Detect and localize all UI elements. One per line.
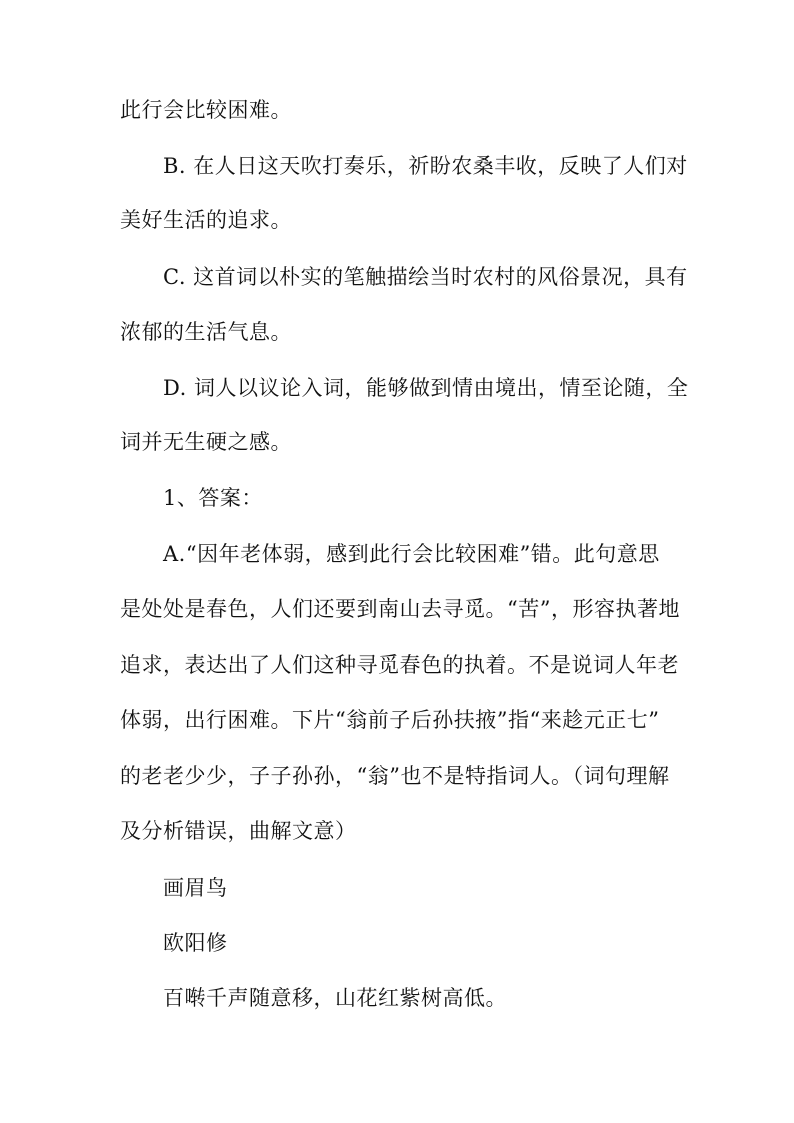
text-line: A.“因年老体弱，感到此行会比较困难”错。此句意思	[163, 542, 660, 566]
text-line: 的老老少少，子子孙孙，“翁”也不是特指词人。（词句理解	[120, 764, 670, 788]
poem-author: 欧阳修	[163, 931, 228, 955]
text-line: 是处处是春色，人们还要到南山去寻觅。“苦”，形容执著地	[120, 597, 680, 621]
poem-title: 画眉鸟	[163, 876, 228, 900]
text-line: B. 在人日这天吹打奏乐，祈盼农桑丰收，反映了人们对	[163, 154, 688, 178]
text-line: 及分析错误，曲解文意）	[120, 819, 357, 843]
text-line: 体弱，出行困难。下片“翁前子后孙扶掖”指“来趁元正七”	[120, 708, 660, 732]
text-line: C. 这首词以朴实的笔触描绘当时农村的风俗景况，具有	[163, 265, 688, 289]
text-line: 浓郁的生活气息。	[120, 320, 292, 344]
text-line: 词并无生硬之感。	[120, 430, 292, 454]
poem-line: 百啭千声随意移，山花红紫树高低。	[163, 986, 507, 1010]
answer-heading: 1、答案：	[163, 486, 263, 510]
text-line: 美好生活的追求。	[120, 208, 292, 232]
text-line: D. 词人以议论入词，能够做到情由境出，情至论随，全	[163, 376, 689, 400]
text-line: 此行会比较困难。	[120, 98, 292, 122]
text-line: 追求，表达出了人们这种寻觅春色的执着。不是说词人年老	[120, 653, 679, 677]
